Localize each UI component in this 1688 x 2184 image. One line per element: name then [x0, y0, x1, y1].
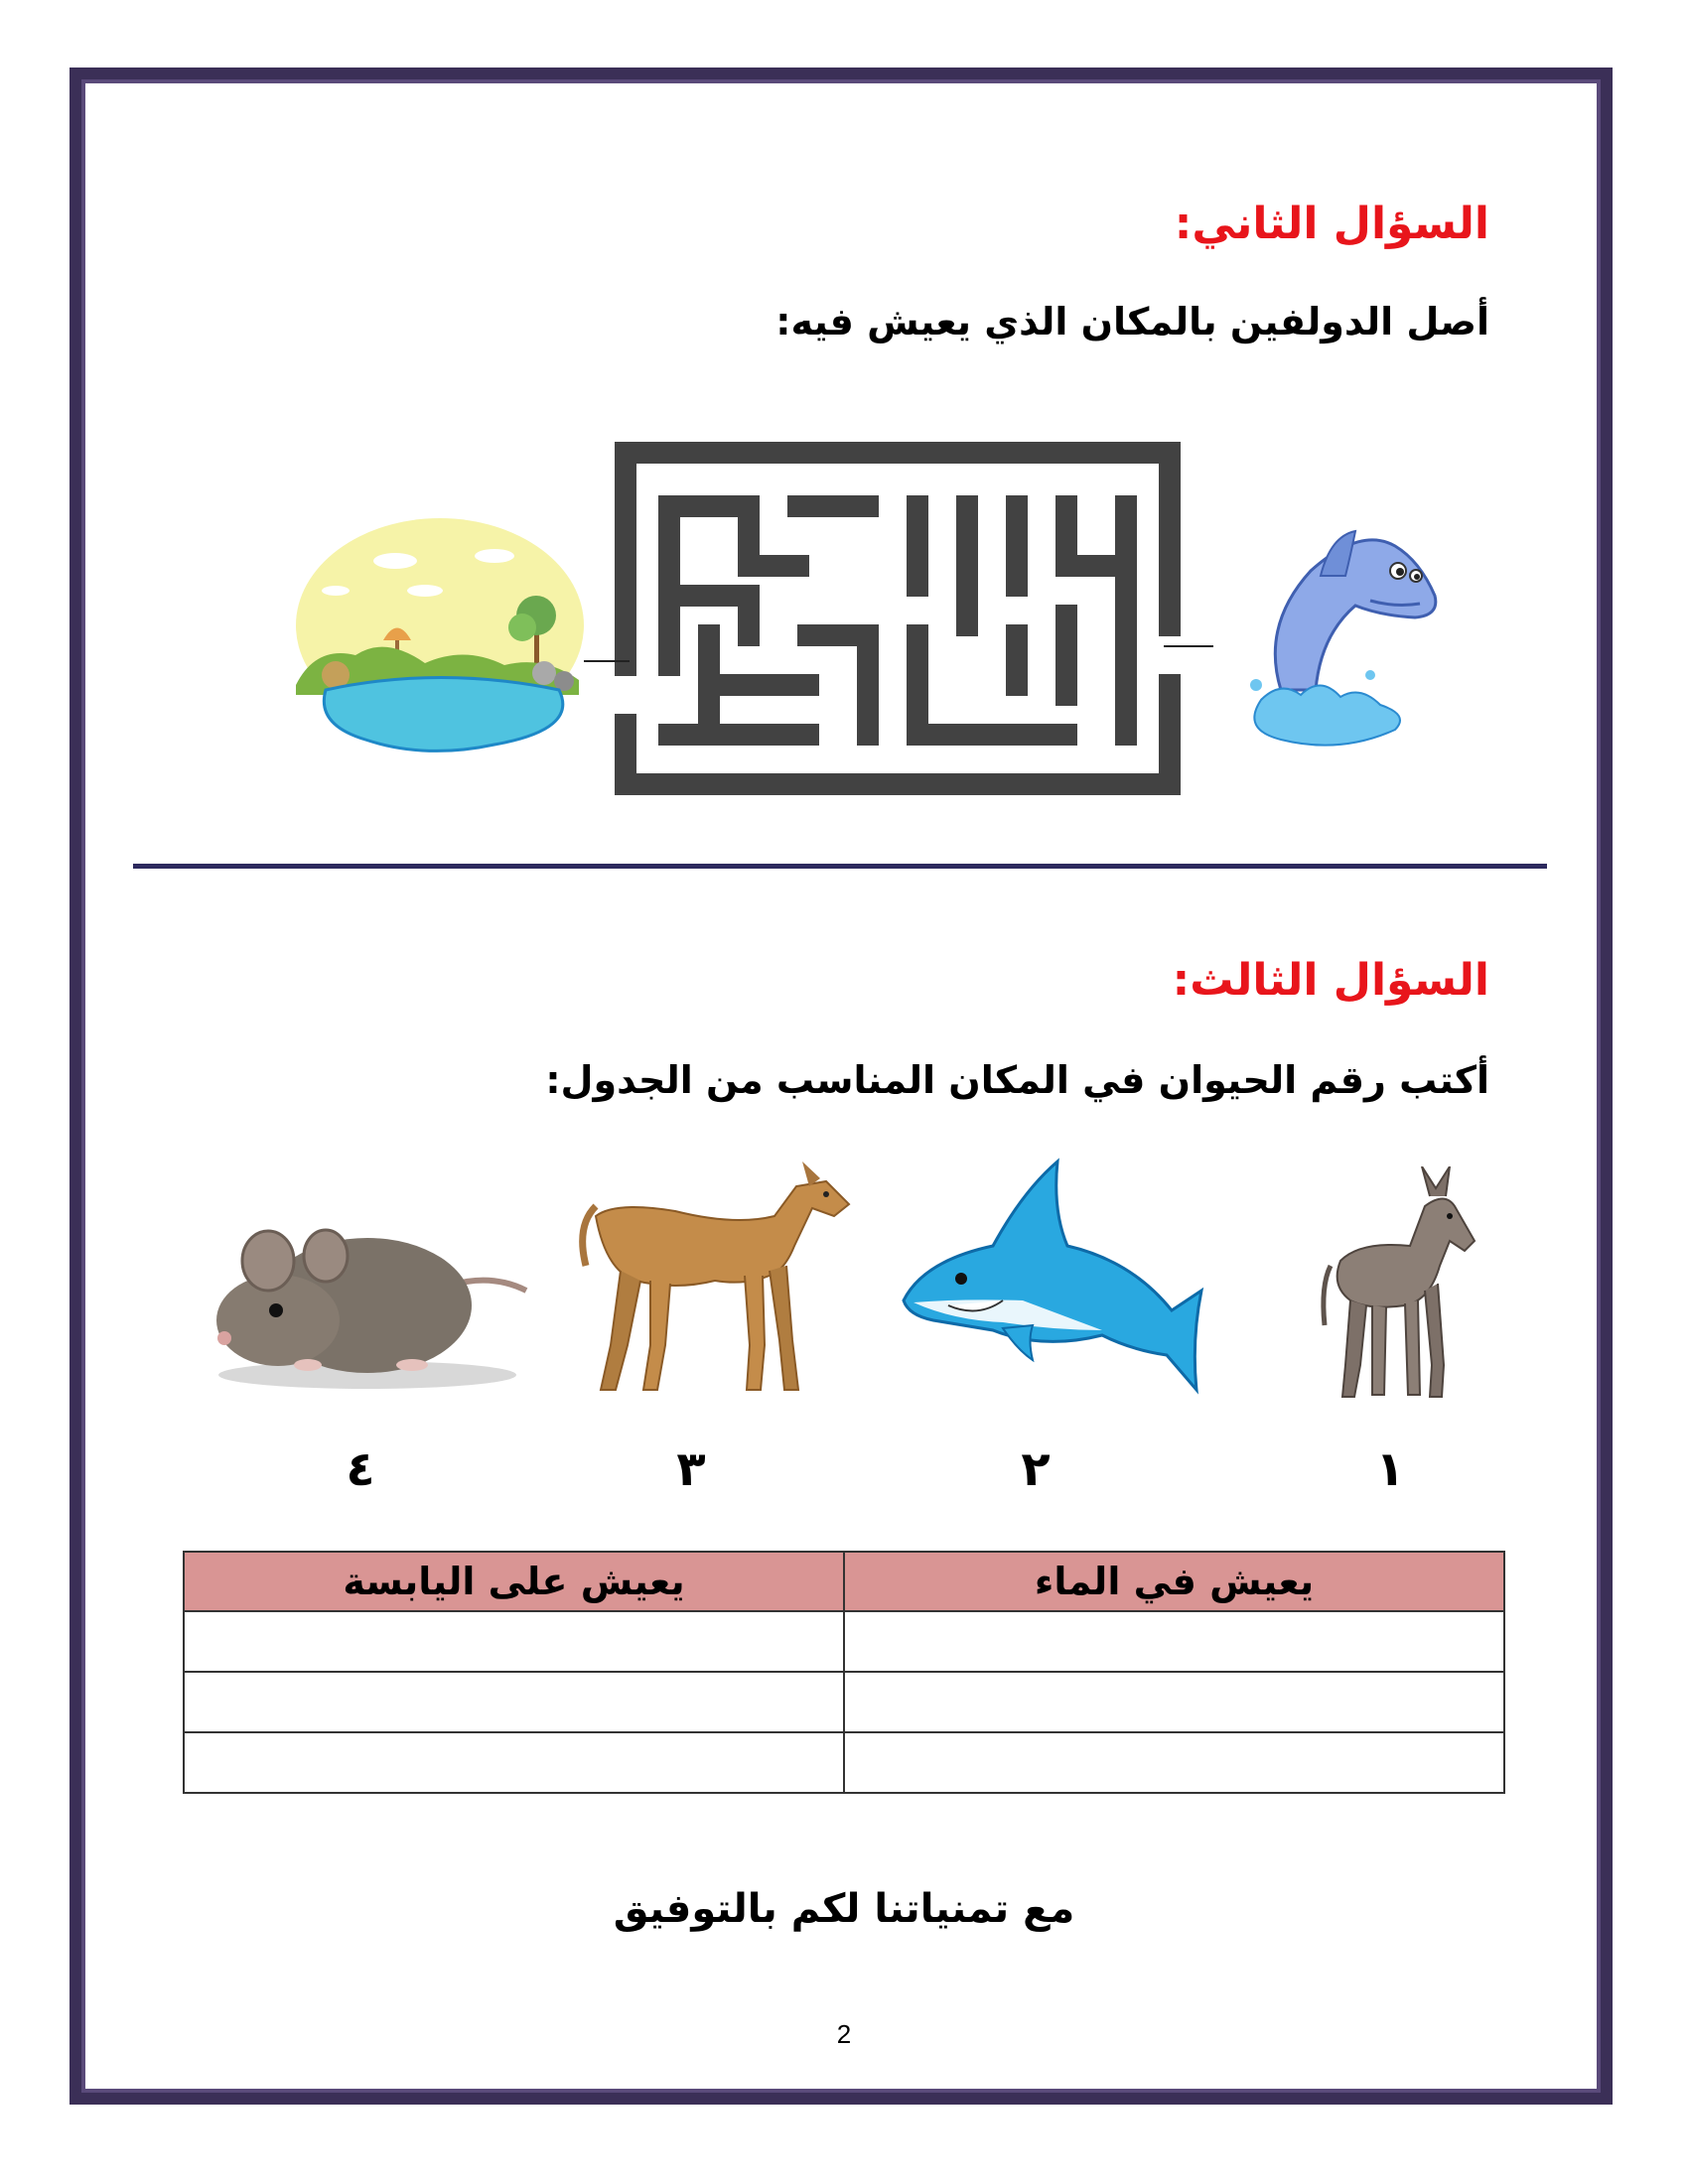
table-row — [184, 1732, 1504, 1793]
section-divider — [133, 864, 1547, 869]
question2-instruction: أصل الدولفين بالمكان الذي يعيش فيه: — [775, 300, 1489, 343]
animal-number-1: ١ — [1375, 1441, 1405, 1497]
animal-number-2: ٢ — [1021, 1441, 1051, 1497]
dog-image — [566, 1147, 864, 1405]
animal-number-4: ٤ — [346, 1441, 375, 1497]
table-row — [184, 1611, 1504, 1672]
question2-title: السؤال الثاني: — [1174, 199, 1489, 249]
donkey-image — [1311, 1166, 1489, 1405]
table-row — [184, 1672, 1504, 1732]
maze-entry-line — [1164, 645, 1213, 647]
dolphin-illustration — [1221, 516, 1450, 764]
answer-cell-land[interactable] — [184, 1732, 844, 1793]
classification-table — [183, 1551, 1505, 1794]
answer-cell-water[interactable] — [844, 1611, 1504, 1672]
answer-cell-land[interactable] — [184, 1672, 844, 1732]
table-header-row — [184, 1552, 1504, 1611]
closing-message: مع تمنياتنا لكم بالتوفيق — [613, 1886, 1075, 1932]
shark-image — [894, 1152, 1211, 1410]
animal-number-3: ٣ — [676, 1441, 706, 1497]
mouse-image — [199, 1171, 532, 1400]
answer-cell-water[interactable] — [844, 1672, 1504, 1732]
answer-cell-land[interactable] — [184, 1611, 844, 1672]
pond-illustration — [296, 516, 584, 754]
maze-exit-line — [584, 660, 630, 662]
header-lives-in-water: يعيش في الماء — [844, 1552, 1504, 1611]
header-lives-on-land: يعيش على اليابسة — [184, 1552, 844, 1611]
page-number: 2 — [836, 2019, 852, 2049]
question3-title: السؤال الثالث: — [1172, 955, 1489, 1006]
question3-instruction: أكتب رقم الحيوان في المكان المناسب من الجدول: — [545, 1058, 1489, 1102]
answer-cell-water[interactable] — [844, 1732, 1504, 1793]
maze — [610, 437, 1186, 800]
